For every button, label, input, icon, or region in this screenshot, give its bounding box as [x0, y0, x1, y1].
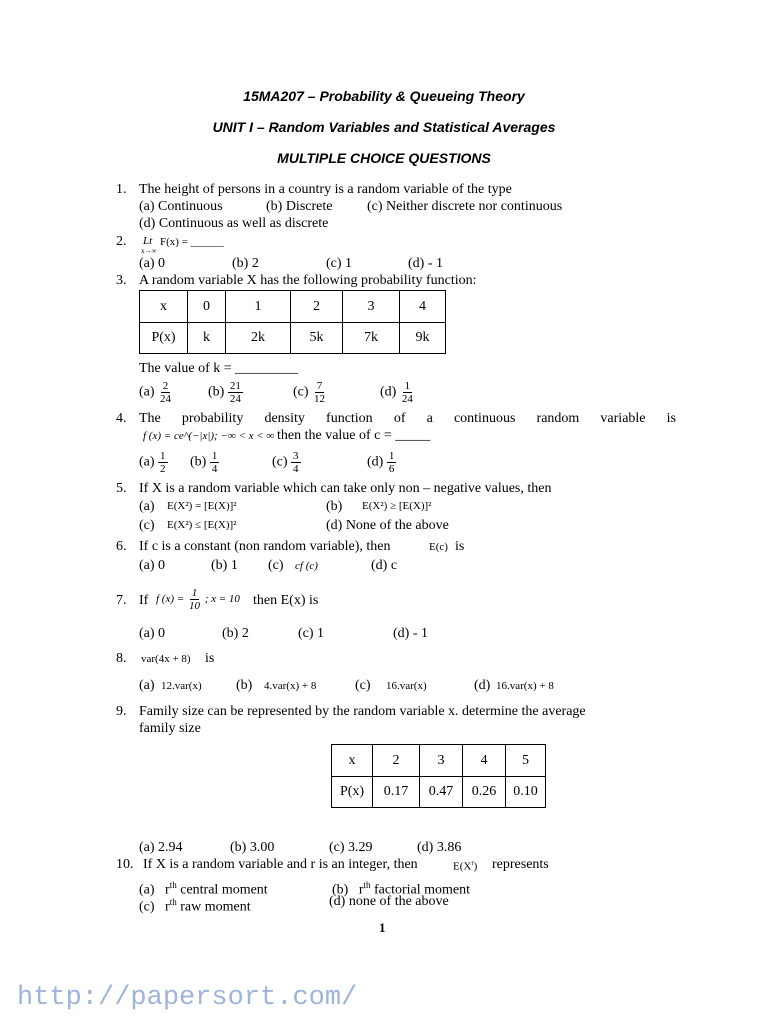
section-title: MULTIPLE CHOICE QUESTIONS — [277, 150, 491, 166]
table-cell: 0 — [188, 291, 226, 323]
table-cell: P(x) — [332, 777, 373, 808]
table-cell: 2k — [226, 323, 291, 354]
option-a: (a) $\frac{2}{24}$ — [139, 380, 172, 405]
option-d: (d) Continuous as well as discrete — [139, 216, 329, 231]
table-cell: 5 — [506, 745, 546, 777]
limit-expression: F(x) = ______ — [160, 236, 224, 248]
option-b: (b) Discrete — [266, 199, 333, 214]
q-num: 2. — [116, 234, 127, 249]
option-b: (b) 3.00 — [230, 840, 275, 855]
limit-subscript: x→∞ — [141, 247, 157, 255]
fraction: $\frac{1}{24}$ — [401, 380, 413, 405]
pmf-formula: f (x) = $\frac{1}{10}$ ; x = 10 — [156, 587, 240, 612]
fraction: $\frac{21}{24}$ — [229, 380, 241, 405]
table-cell: P(x) — [140, 323, 188, 354]
fraction: $\frac{3}{4}$ — [293, 450, 299, 475]
limit-symbol: Lt — [143, 235, 153, 247]
table-cell: x — [140, 291, 188, 323]
fraction: $\frac{7}{12}$ — [314, 380, 326, 405]
table-cell: 0.10 — [506, 777, 546, 808]
q-num: 1. — [116, 182, 127, 197]
option-b-formula: E(X²) ≥ [E(X)]² — [362, 500, 432, 512]
q-text-end: is — [455, 539, 465, 554]
table-cell: 2 — [373, 745, 420, 777]
table-cell: 4 — [463, 745, 506, 777]
option-c: (c) Neither discrete nor continuous — [367, 199, 563, 214]
q-num: 4. — [116, 411, 127, 426]
option-c-formula: 16.var(x) — [386, 680, 427, 692]
fraction: $\frac{2}{24}$ — [160, 380, 172, 405]
option-a: (a) 0 — [139, 256, 166, 271]
option-d: (d) c — [371, 558, 398, 573]
table-cell: 3 — [343, 291, 400, 323]
table-cell: x — [332, 745, 373, 777]
q-num: 6. — [116, 539, 127, 554]
q-text: Family size can be represented by the random variable x. determine the average — [139, 704, 586, 719]
option-a-formula: E(X²) = [E(X)]² — [167, 500, 237, 512]
option-a: (a) 2.94 — [139, 840, 183, 855]
option-b: (b) $\frac{1}{4}$ — [190, 450, 218, 475]
table-cell: 0.17 — [373, 777, 420, 808]
option-b-label: (b) — [326, 499, 343, 514]
option-a-label: (a) — [139, 678, 155, 693]
q-text: If X is a random variable which can take only non – negative values, then — [139, 481, 552, 496]
option-d: (d) $\frac{1}{24}$ — [380, 380, 413, 405]
probability-table — [139, 290, 446, 354]
table-cell: k — [188, 323, 226, 354]
option-a-formula: 12.var(x) — [161, 680, 202, 692]
option-d: (d) - 1 — [393, 626, 428, 641]
option-c: (c) 1 — [298, 626, 325, 641]
option-d: (d) - 1 — [408, 256, 443, 271]
option-b: (b) $r^{th}$ factorial moment — [332, 880, 471, 898]
option-b-formula: 4.var(x) + 8 — [264, 680, 317, 692]
q-text: The probability density function of a continuous random variable is — [139, 411, 676, 426]
value-line: The value of k = _________ — [139, 361, 299, 376]
option-b-label: (b) — [236, 678, 253, 693]
then-text: then the value of c = _____ — [277, 428, 431, 443]
option-c: (c) $\frac{3}{4}$ — [272, 450, 299, 475]
option-c-label: (c) — [355, 678, 371, 693]
q-text: A random variable X has the following probability function: — [139, 273, 477, 288]
option-a: (a) 0 — [139, 558, 166, 573]
option-b: (b) 1 — [211, 558, 238, 573]
fraction: $\frac{1}{6}$ — [388, 450, 395, 475]
option-c: (c) $\frac{7}{12}$ — [293, 380, 326, 405]
table-cell: 4 — [400, 291, 446, 323]
variance-expression: var(4x + 8) — [141, 653, 191, 665]
page-number: 1 — [379, 920, 386, 935]
expectation-c: E(c) — [429, 541, 448, 553]
option-c: (c) 1 — [326, 256, 353, 271]
option-d: (d) 3.86 — [417, 840, 462, 855]
table-cell: 3 — [420, 745, 463, 777]
q-num: 3. — [116, 273, 127, 288]
pdf-formula: f (x) = ce^(−|x|); −∞ < x < ∞ — [143, 430, 275, 442]
option-c-label: (c) — [139, 518, 155, 533]
q-text-end: represents — [492, 857, 549, 872]
family-size-table — [331, 744, 546, 808]
option-d: (d) None of the above — [326, 518, 449, 533]
table-cell: 7k — [343, 323, 400, 354]
table-cell: 1 — [226, 291, 291, 323]
option-c-formula: E(X²) ≤ [E(X)]² — [167, 519, 237, 531]
q-text: The height of persons in a country is a random variable of the type — [139, 182, 512, 197]
unit-title: UNIT I – Random Variables and Statistical Averages — [212, 119, 556, 135]
q-num: 10. — [116, 857, 134, 872]
q-text-end: is — [205, 651, 215, 666]
course-title: 15MA207 – Probability & Queueing Theory — [243, 88, 525, 104]
q-num: 5. — [116, 481, 127, 496]
q-if: If — [139, 593, 149, 608]
option-d: (d) $\frac{1}{6}$ — [367, 450, 395, 475]
fraction: $\frac{1}{2}$ — [160, 450, 166, 475]
fraction: $\frac{1}{4}$ — [211, 450, 218, 475]
option-a: (a) $r^{th}$ central moment — [139, 880, 268, 898]
table-cell: 0.26 — [463, 777, 506, 808]
option-a-label: (a) — [139, 499, 155, 514]
option-c-formula: cf (c) — [295, 560, 318, 572]
table-cell: 2 — [291, 291, 343, 323]
table-cell: 9k — [400, 323, 446, 354]
table-cell: 0.47 — [420, 777, 463, 808]
option-c: (c) $r^{th}$ raw moment — [139, 897, 251, 915]
option-d-label: (d) — [474, 678, 491, 693]
fraction: $\frac{1}{10}$ — [188, 587, 200, 612]
q-num: 8. — [116, 651, 127, 666]
option-c: (c) 3.29 — [329, 840, 373, 855]
q-text: If X is a random variable and r is an integer, then — [143, 857, 418, 872]
q-text: If c is a constant (non random variable), then — [139, 539, 391, 554]
footer-url[interactable]: http://papersort.com/ — [17, 983, 358, 1013]
option-b: (b) $\frac{21}{24}$ — [208, 380, 241, 405]
option-a: (a) $\frac{1}{2}$ — [139, 450, 166, 475]
option-d-formula: 16.var(x) + 8 — [496, 680, 554, 692]
q-then: then E(x) is — [253, 593, 319, 608]
q-num: 9. — [116, 704, 127, 719]
option-b: (b) 2 — [232, 256, 259, 271]
table-cell: 5k — [291, 323, 343, 354]
option-b: (b) 2 — [222, 626, 249, 641]
option-a: (a) Continuous — [139, 199, 223, 214]
option-a: (a) 0 — [139, 626, 166, 641]
option-c-label: (c) — [268, 558, 284, 573]
raw-moment-expression: $E(X^r)$ — [453, 859, 478, 873]
option-d: (d) none of the above — [329, 894, 449, 909]
q-text-cont: family size — [139, 721, 201, 736]
q-num: 7. — [116, 593, 127, 608]
